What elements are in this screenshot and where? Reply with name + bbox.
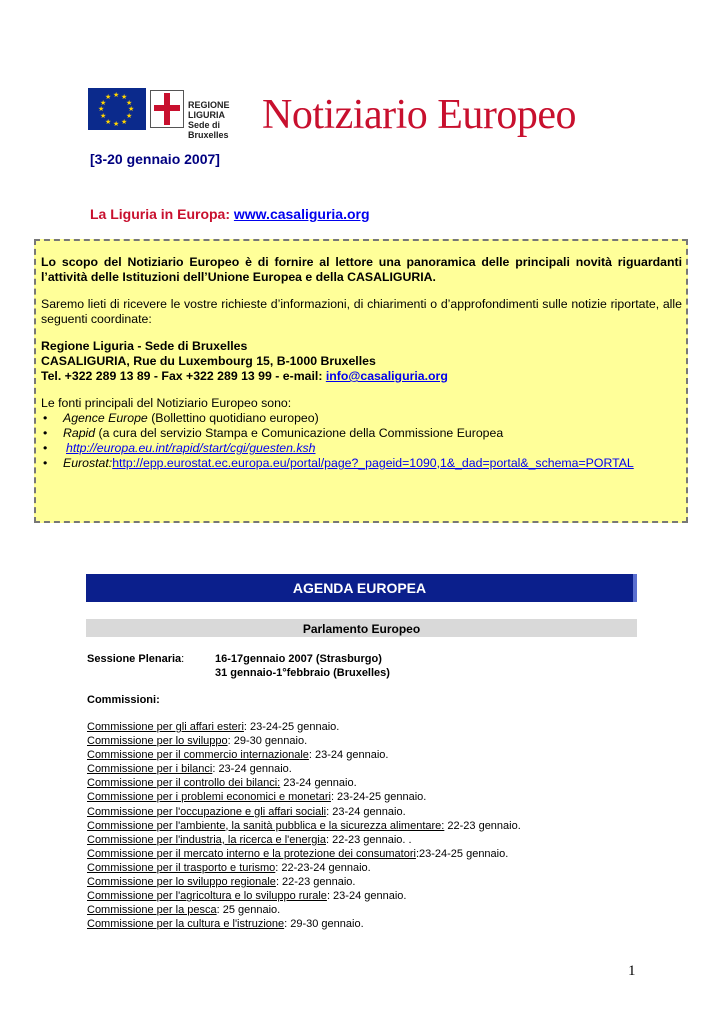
email-link[interactable]: info@casaliguria.org <box>325 369 448 383</box>
commission-name: Commissione per gli affari esteri <box>87 721 244 733</box>
commission-name: Commissione per i problemi economici e monetari <box>87 791 331 804</box>
commission-row <box>87 903 521 917</box>
commission-name: Commissione per lo sviluppo <box>87 735 228 748</box>
commission-dates: : 23-24-25 gennaio. <box>330 791 427 804</box>
commission-row <box>87 847 521 861</box>
commission-dates: : 23-24-25 gennaio. <box>243 721 340 733</box>
commission-dates: : 25 gennaio. <box>216 904 281 917</box>
source-desc: (a cura del servizio Stampa e Comunicazione della Commissione Europea <box>95 426 504 440</box>
regione-liguria-logo <box>150 88 258 140</box>
masthead-title: Notiziario Europeo <box>262 92 577 138</box>
commission-dates: 23-24 gennaio. <box>280 777 357 790</box>
commission-dates: : 29-30 gennaio. <box>284 918 364 931</box>
commission-name: Commissione per il mercato interno e la protezione dei consumatori <box>87 847 416 860</box>
plenary-session <box>87 652 390 679</box>
commission-name: Commissione per la cultura e l'istruzione <box>87 918 285 931</box>
commission-name: Commissione per l'occupazione e gli affari sociali <box>87 805 327 818</box>
info-box <box>34 239 688 523</box>
logo-text <box>188 100 258 140</box>
logo-text-line2: Sede di Bruxelles <box>188 120 229 140</box>
commission-row <box>87 819 521 833</box>
request-text: Saremo lieti di ricevere le vostre richieste d’informazioni, di chiarimenti o d’approfondimenti sulle notizie riportate, alle seguenti coordinate: <box>41 297 682 326</box>
commission-row <box>87 720 521 734</box>
session-date-2: 31 gennaio-1°febbraio (Bruxelles) <box>215 667 390 679</box>
casaliguria-link[interactable]: www.casaliguria.org <box>233 206 370 222</box>
commission-row <box>87 889 521 903</box>
commission-name: Commissione per il trasporto e turismo <box>87 861 276 874</box>
commission-dates: : 23-24 gennaio. <box>326 805 406 818</box>
liguria-line <box>90 206 370 222</box>
session-colon: : <box>181 653 185 665</box>
intro-text: Lo scopo del Notiziario Europeo è di fornire al lettore una panoramica delle principali novità riguardanti l’attività delle Istituzioni dell’Unione Europea e della CASALIGURIA. <box>41 255 682 284</box>
rapid-link[interactable]: http://europa.eu.int/rapid/start/cgi/guesten.ksh <box>66 441 316 455</box>
commission-row <box>87 762 521 776</box>
address-line2: CASALIGURIA, Rue du Luxembourg 15, B-1000 Bruxelles <box>41 354 376 368</box>
list-item <box>41 441 682 456</box>
sources-list <box>41 411 682 471</box>
commission-name: Commissione per l'ambiente, la sanità pubblica e la sicurezza alimentare: <box>87 819 445 832</box>
commission-row <box>87 917 521 931</box>
commission-row <box>87 861 521 875</box>
section-title: Parlamento Europeo <box>86 619 637 637</box>
page-number: 1 <box>628 963 636 979</box>
agenda-title: AGENDA EUROPEA <box>86 574 637 602</box>
commission-name: Commissione per la pesca <box>87 904 217 917</box>
source-desc: (Bollettino quotidiano europeo) <box>147 411 319 425</box>
commission-dates: : 22-23 gennaio. . <box>325 833 412 846</box>
source-name: Rapid <box>63 426 96 440</box>
commission-dates: : 23-24 gennaio. <box>326 890 407 903</box>
commission-name: Commissione per il controllo dei bilanci: <box>87 777 281 790</box>
commission-row <box>87 875 521 889</box>
commission-row <box>87 833 521 847</box>
session-label: Sessione Plenaria <box>87 653 182 665</box>
commissions-list <box>87 720 521 931</box>
commission-row <box>87 805 521 819</box>
session-date-1: 16-17gennaio 2007 (Strasburgo) <box>215 653 382 665</box>
sources-title: Le fonti principali del Notiziario Europeo sono: <box>41 396 292 410</box>
commission-name: Commissione per lo sviluppo regionale <box>87 876 276 889</box>
issue-dates: [3-20 gennaio 2007] <box>90 151 220 167</box>
list-item <box>41 456 682 471</box>
commission-row <box>87 790 521 804</box>
liguria-shield-icon <box>150 90 184 128</box>
address-line3: Tel. +322 289 13 89 - Fax +322 289 13 99 - e-mail: <box>41 369 326 383</box>
commission-dates: : 22-23-24 gennaio. <box>275 861 371 874</box>
commission-dates: : 23-24 gennaio. <box>308 749 389 762</box>
commission-dates: 22-23 gennaio. <box>444 819 521 832</box>
eu-flag-logo: ★ ★ ★ ★ ★ ★ ★ ★ ★ ★ ★ ★ <box>88 88 146 130</box>
source-name: Eurostat: <box>63 456 113 470</box>
commission-row <box>87 734 521 748</box>
commission-dates: : 29-30 gennaio. <box>227 735 308 748</box>
address-line1: Regione Liguria - Sede di Bruxelles <box>41 339 248 353</box>
commission-row <box>87 748 521 762</box>
commission-name: Commissione per il commercio internazionale <box>87 749 309 762</box>
commission-dates: : 23-24 gennaio. <box>212 763 292 776</box>
commissions-title: Commissioni: <box>87 694 160 706</box>
logo-text-line1: REGIONE LIGURIA <box>188 100 230 120</box>
eurostat-link[interactable]: http://epp.eurostat.ec.europa.eu/portal/page?_pageid=1090,1&_dad=portal&_schema=PORTAL <box>112 456 634 470</box>
commission-row <box>87 776 521 790</box>
commission-dates: : 22-23 gennaio. <box>275 876 356 889</box>
liguria-label: La Liguria in Europa: <box>90 206 234 222</box>
commission-name: Commissione per l'agricoltura e lo sviluppo rurale <box>87 890 327 903</box>
source-name: Agence Europe <box>63 411 148 425</box>
commission-name: Commissione per i bilanci <box>87 763 213 776</box>
commission-name: Commissione per l'industria, la ricerca e l'energia <box>87 833 326 846</box>
list-item <box>41 411 682 426</box>
commission-dates: :23-24-25 gennaio. <box>415 847 509 860</box>
list-item <box>41 426 682 441</box>
